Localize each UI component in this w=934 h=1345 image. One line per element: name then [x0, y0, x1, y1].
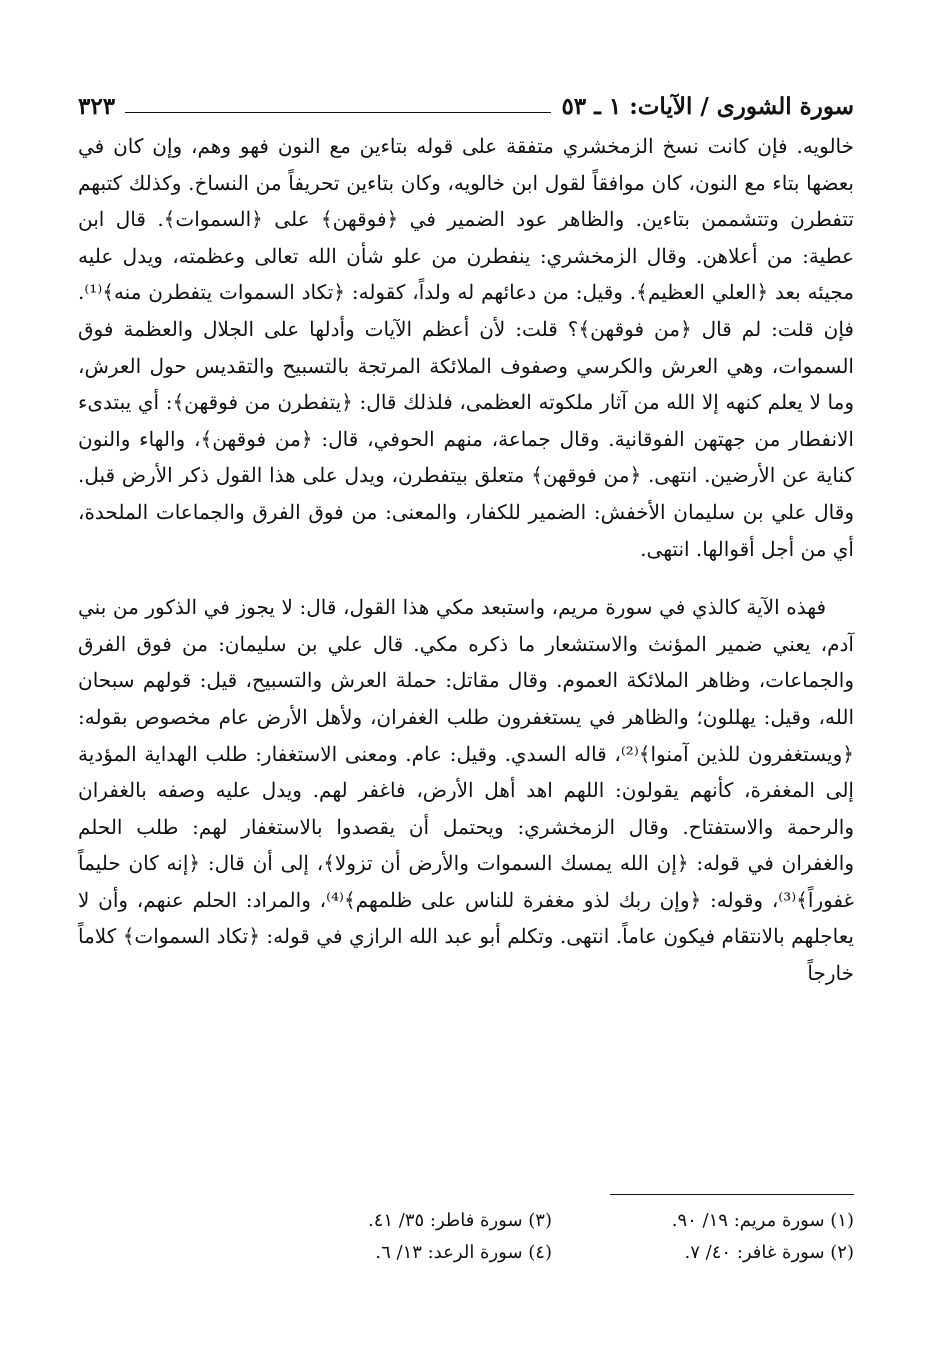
running-header	[78, 80, 854, 120]
body-paragraph-2: فهذه الآية كالذي في سورة مريم، واستبعد مكي هذا القول، قال: لا يجوز في الذكور من بني آدم، يعني ضمير المؤنث والاستشعار ما ذكره مكي. قال علي بن سليمان: من فوق الفرق والجماعات، وظاهر الملائكة العموم. وقال مقاتل: حملة العرش والتسبيح، قيل: قولهم سبحان الله، وقيل: يهللون؛ والظاهر في يستغفرون طلب الغفران، ولأهل الأرض عام مخصوص بقوله: ﴿ويستغفرون للذين آمنوا﴾⁽²⁾، قاله السدي. وقيل: عام. ومعنى الاستغفار: طلب الهداية المؤدية إلى المغفرة، كأنهم يقولون: اللهم اهد أهل الأرض، فاغفر لهم. ويدل عليه وصفه بالغفران والرحمة والاستفتاح. وقال الزمخشري: ويحتمل أن يقصدوا بالاستغفار لهم: طلب الحلم والغفران في قوله: ﴿إن الله يمسك السموات والأرض أن تزولا﴾، إلى أن قال: ﴿إنه كان حليماً غفوراً﴾⁽³⁾، وقوله: ﴿وإن ربك لذو مغفرة للناس على ظلمهم﴾⁽⁴⁾، والمراد: الحلم عنهم، وأن لا يعاجلهم بالانتقام فيكون عاماً. انتهى. وتكلم أبو عبد الله الرازي في قوله: ﴿تكاد السموات﴾ كلاماً خارجاً	[78, 595, 855, 986]
book-page	[78, 80, 854, 1310]
footnotes	[78, 1208, 854, 1266]
footnote-separator	[610, 1194, 854, 1195]
chapter-title: سورة الشورى / الآيات: ١ ـ ٥٣	[561, 93, 854, 120]
footnote-1: (١) سورة مريم: ١٩/ ٩٠.	[671, 1210, 854, 1231]
header-rule	[125, 112, 551, 113]
footnote-4: (٤) سورة الرعد: ١٣/ ٦.	[375, 1242, 552, 1263]
page-number: ٣٢٣	[78, 93, 116, 120]
footnote-3: (٣) سورة فاطر: ٣٥/ ٤١.	[367, 1210, 552, 1231]
body-paragraph-1: خالويه. فإن كانت نسخ الزمخشري متفقة على قوله بتاءين مع النون فهو وهم، وإن كان في بعضها بتاء مع النون، كان موافقاً لقول ابن خالويه، وكان بتاءين تحريفاً من النساخ. وكذلك كتبهم تتفطرن وتتشممن بتاءين. والظاهر عود الضمير في ﴿فوقهن﴾ على ﴿السموات﴾. قال ابن عطية: من أعلاهن. وقال الزمخشري: ينفطرن من علو شأن الله تعالى وعظمته، ويدل عليه مجيئه بعد ﴿العلي العظيم﴾. وقيل: من دعائهم له ولداً، كقوله: ﴿تكاد السموات يتفطرن منه﴾⁽¹⁾. فإن قلت: لم قال ﴿من فوقهن﴾؟ قلت: لأن أعظم الآيات وأدلها على الجلال والعظمة فوق السموات، وهي العرش والكرسي وصفوف الملائكة المرتجة بالتسبيح والتقديس حول العرش، وما لا يعلم كنهه إلا الله من آثار ملكوته العظمى، فلذلك قال: ﴿يتفطرن من فوقهن﴾: أي يبتدىء الانفطار من جهتهن الفوقانية. وقال جماعة، منهم الحوفي، قال: ﴿من فوقهن﴾، والهاء والنون كناية عن الأرضين. انتهى. ﴿من فوقهن﴾ متعلق بيتفطرن، ويدل على هذا القول ذكر الأرض قبل. وقال علي بن سليمان الأخفش: الضمير للكفار، والمعنى: من فوق الفرق والجماعات الملحدة، أي من أجل أقوالها. انتهى.	[78, 134, 854, 561]
footnote-2: (٢) سورة غافر: ٤٠/ ٧.	[684, 1242, 854, 1263]
